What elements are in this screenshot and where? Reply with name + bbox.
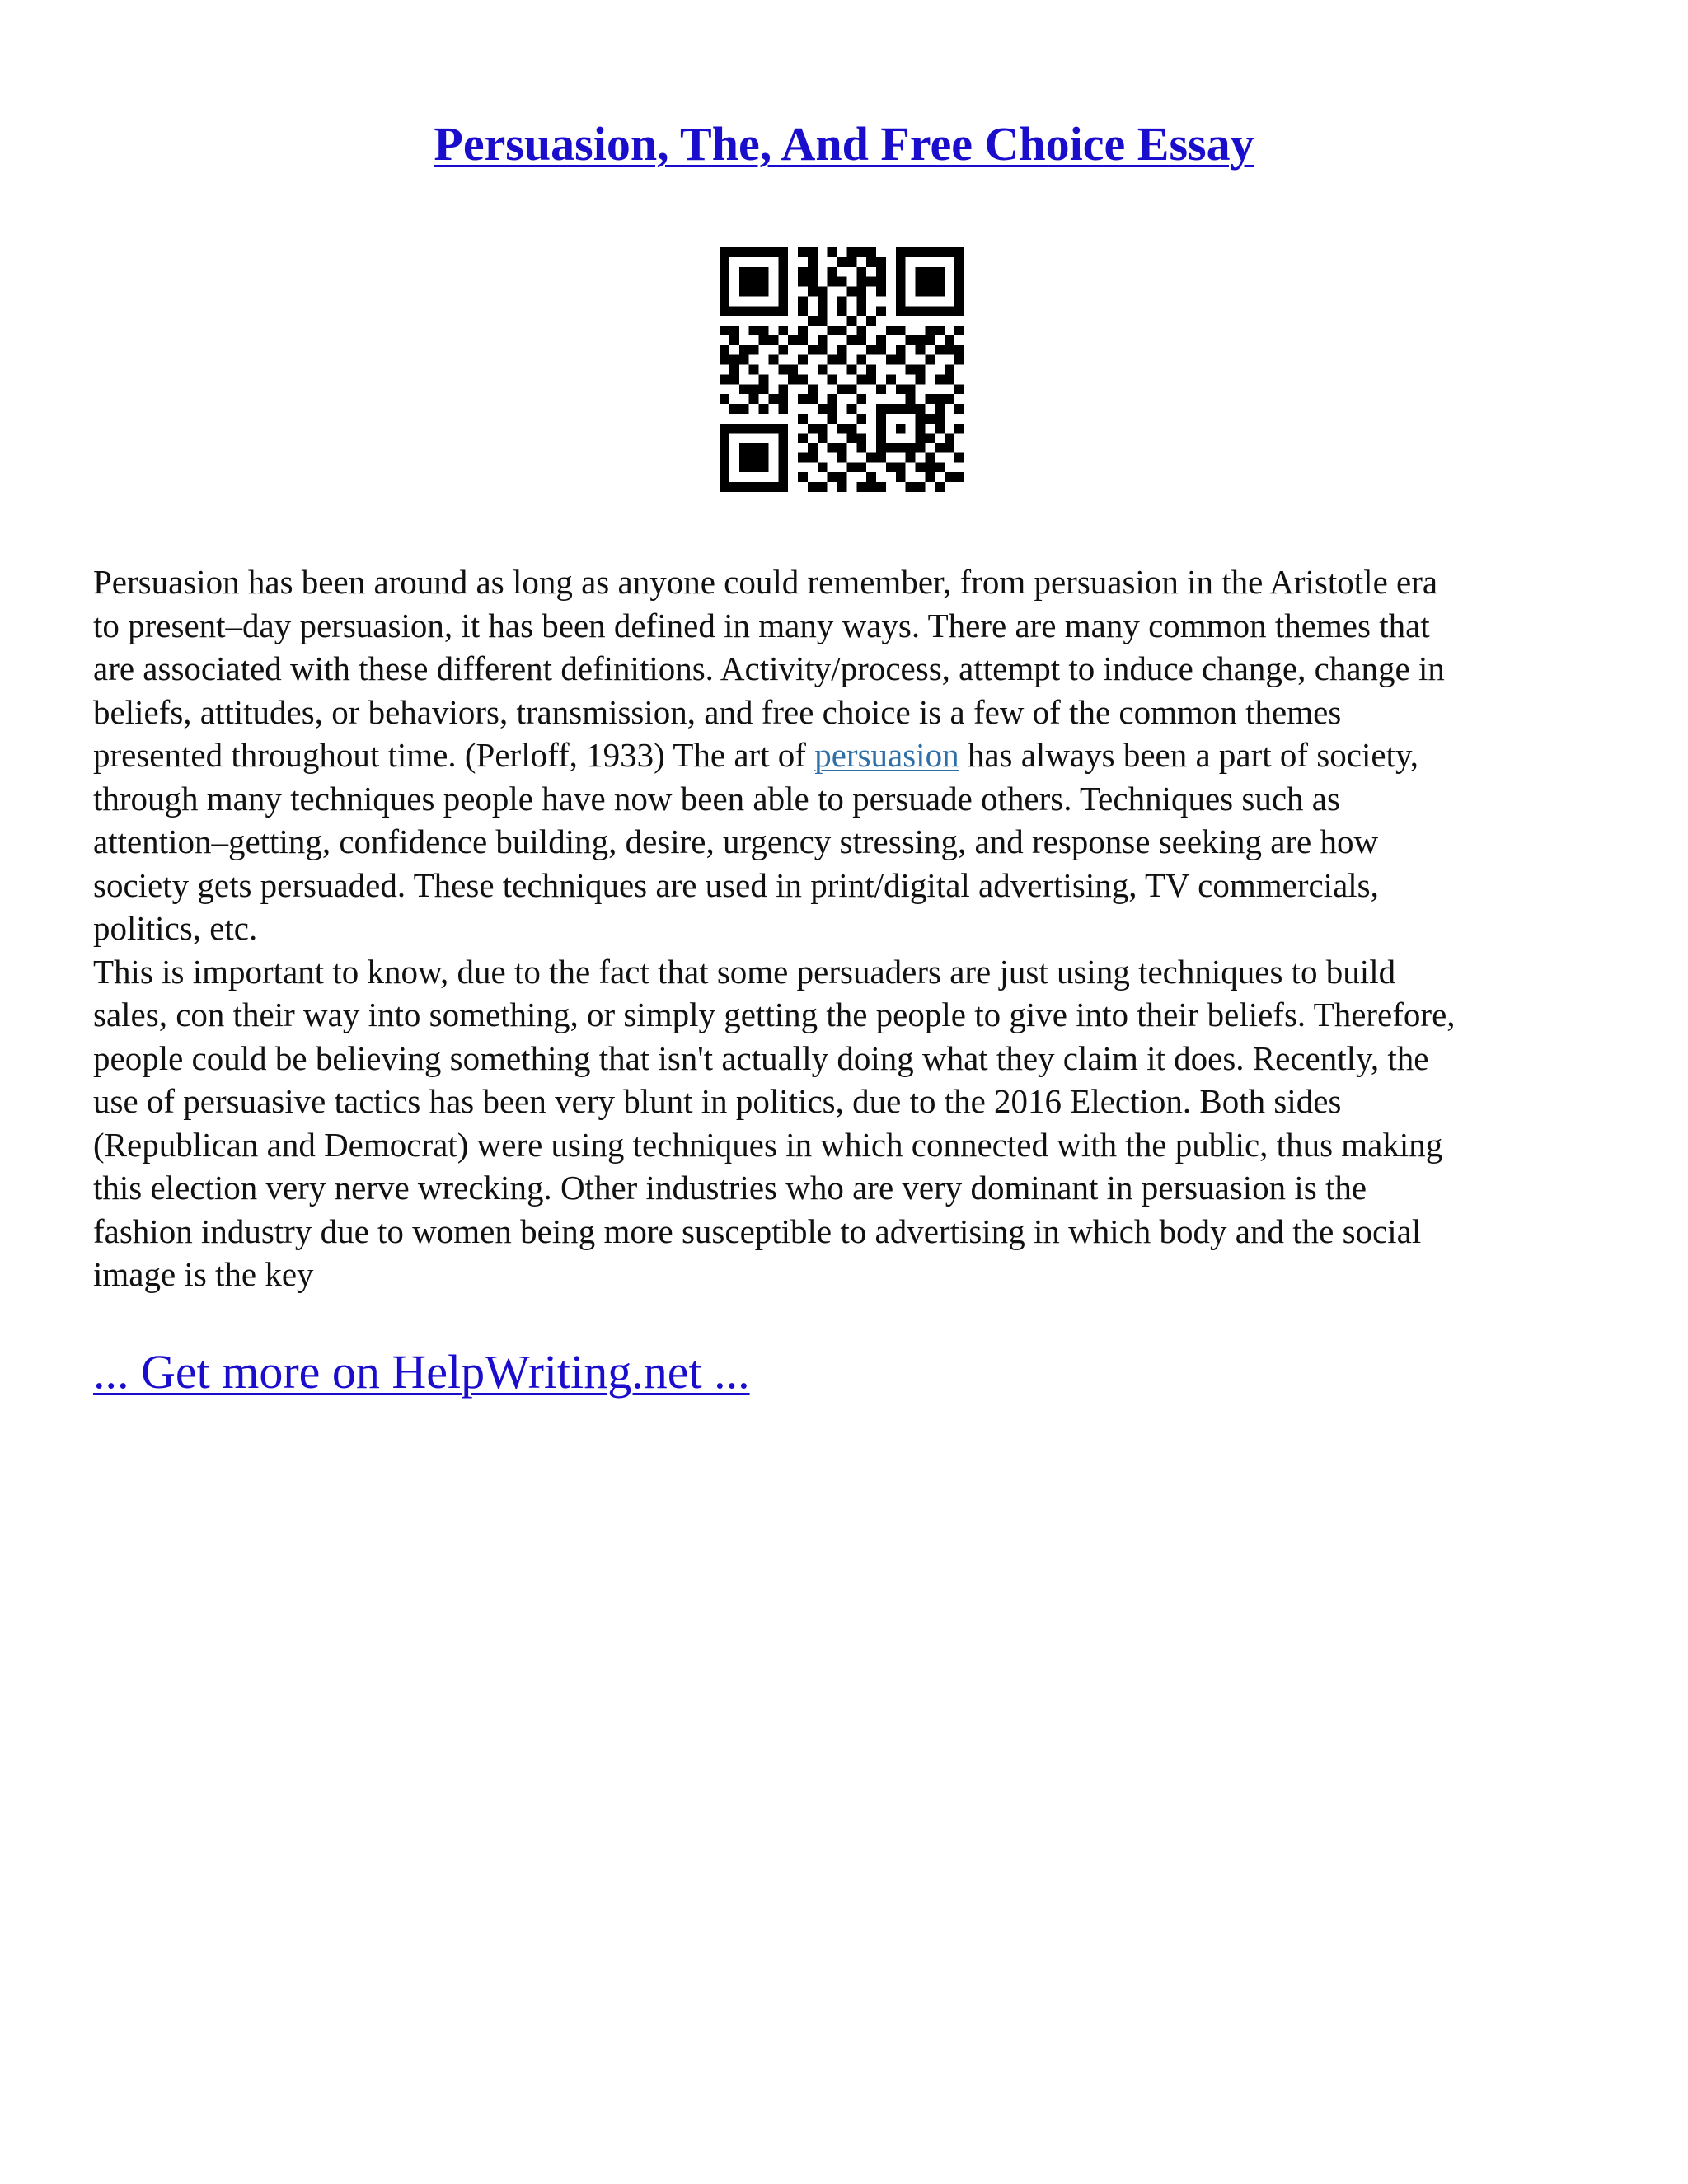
paragraph-line: people could be believing something that isn't actually doing what they claim it does. Recently, the [93, 1038, 1429, 1077]
get-more-section [93, 1343, 750, 1401]
paragraph-1 [93, 560, 1601, 950]
paragraph-line: image is the key [93, 1255, 314, 1293]
qr-code-icon [720, 247, 964, 492]
paragraph-line: this election very nerve wrecking. Other industries who are very dominant in persuasion is the [93, 1169, 1367, 1207]
paragraph-line: attention–getting, confidence building, desire, urgency stressing, and response seeking are how [93, 823, 1379, 860]
paragraph-line: This is important to know, due to the fact that some persuaders are just using techniques to build [93, 952, 1396, 991]
line-text: presented throughout time. (Perloff, 1933) The art of [93, 736, 815, 774]
paragraph-line: use of persuasive tactics has been very blunt in politics, due to the 2016 Election. Both sides [93, 1082, 1342, 1120]
paragraph-line: fashion industry due to women being more susceptible to advertising in which body and the social [93, 1212, 1422, 1250]
paragraph-line: are associated with these different definitions. Activity/process, attempt to induce change, change in [93, 649, 1445, 687]
persuasion-link[interactable]: persuasion [814, 736, 959, 774]
paragraph-line: (Republican and Democrat) were using techniques in which connected with the public, thus making [93, 1125, 1443, 1164]
paragraph-line: society gets persuaded. These techniques are used in print/digital advertising, TV commercials, [93, 865, 1379, 904]
get-more-link[interactable]: ... Get more on HelpWriting.net ... [93, 1345, 750, 1399]
paragraph-line: sales, con their way into something, or simply getting the people to give into their beliefs. Therefore, [93, 996, 1456, 1033]
paragraph-line: to present–day persuasion, it has been defined in many ways. There are many common themes that [93, 606, 1430, 644]
line-text: has always been a part of society, [959, 736, 1419, 774]
paragraph-line: Persuasion has been around as long as anyone could remember, from persuasion in the Aristotle era [93, 563, 1438, 601]
title-link[interactable]: Persuasion, The, And Free Choice Essay [434, 117, 1254, 171]
paragraph-line [93, 733, 1601, 777]
essay-body [93, 560, 1601, 1296]
paragraph-line: beliefs, attitudes, or behaviors, transmission, and free choice is a few of the common themes [93, 692, 1342, 731]
paragraph-line: through many techniques people have now been able to persuade others. Techniques such as [93, 779, 1340, 818]
document-title [0, 115, 1688, 173]
paragraph-line: politics, etc. [93, 909, 258, 947]
paragraph-2 [93, 950, 1601, 1296]
